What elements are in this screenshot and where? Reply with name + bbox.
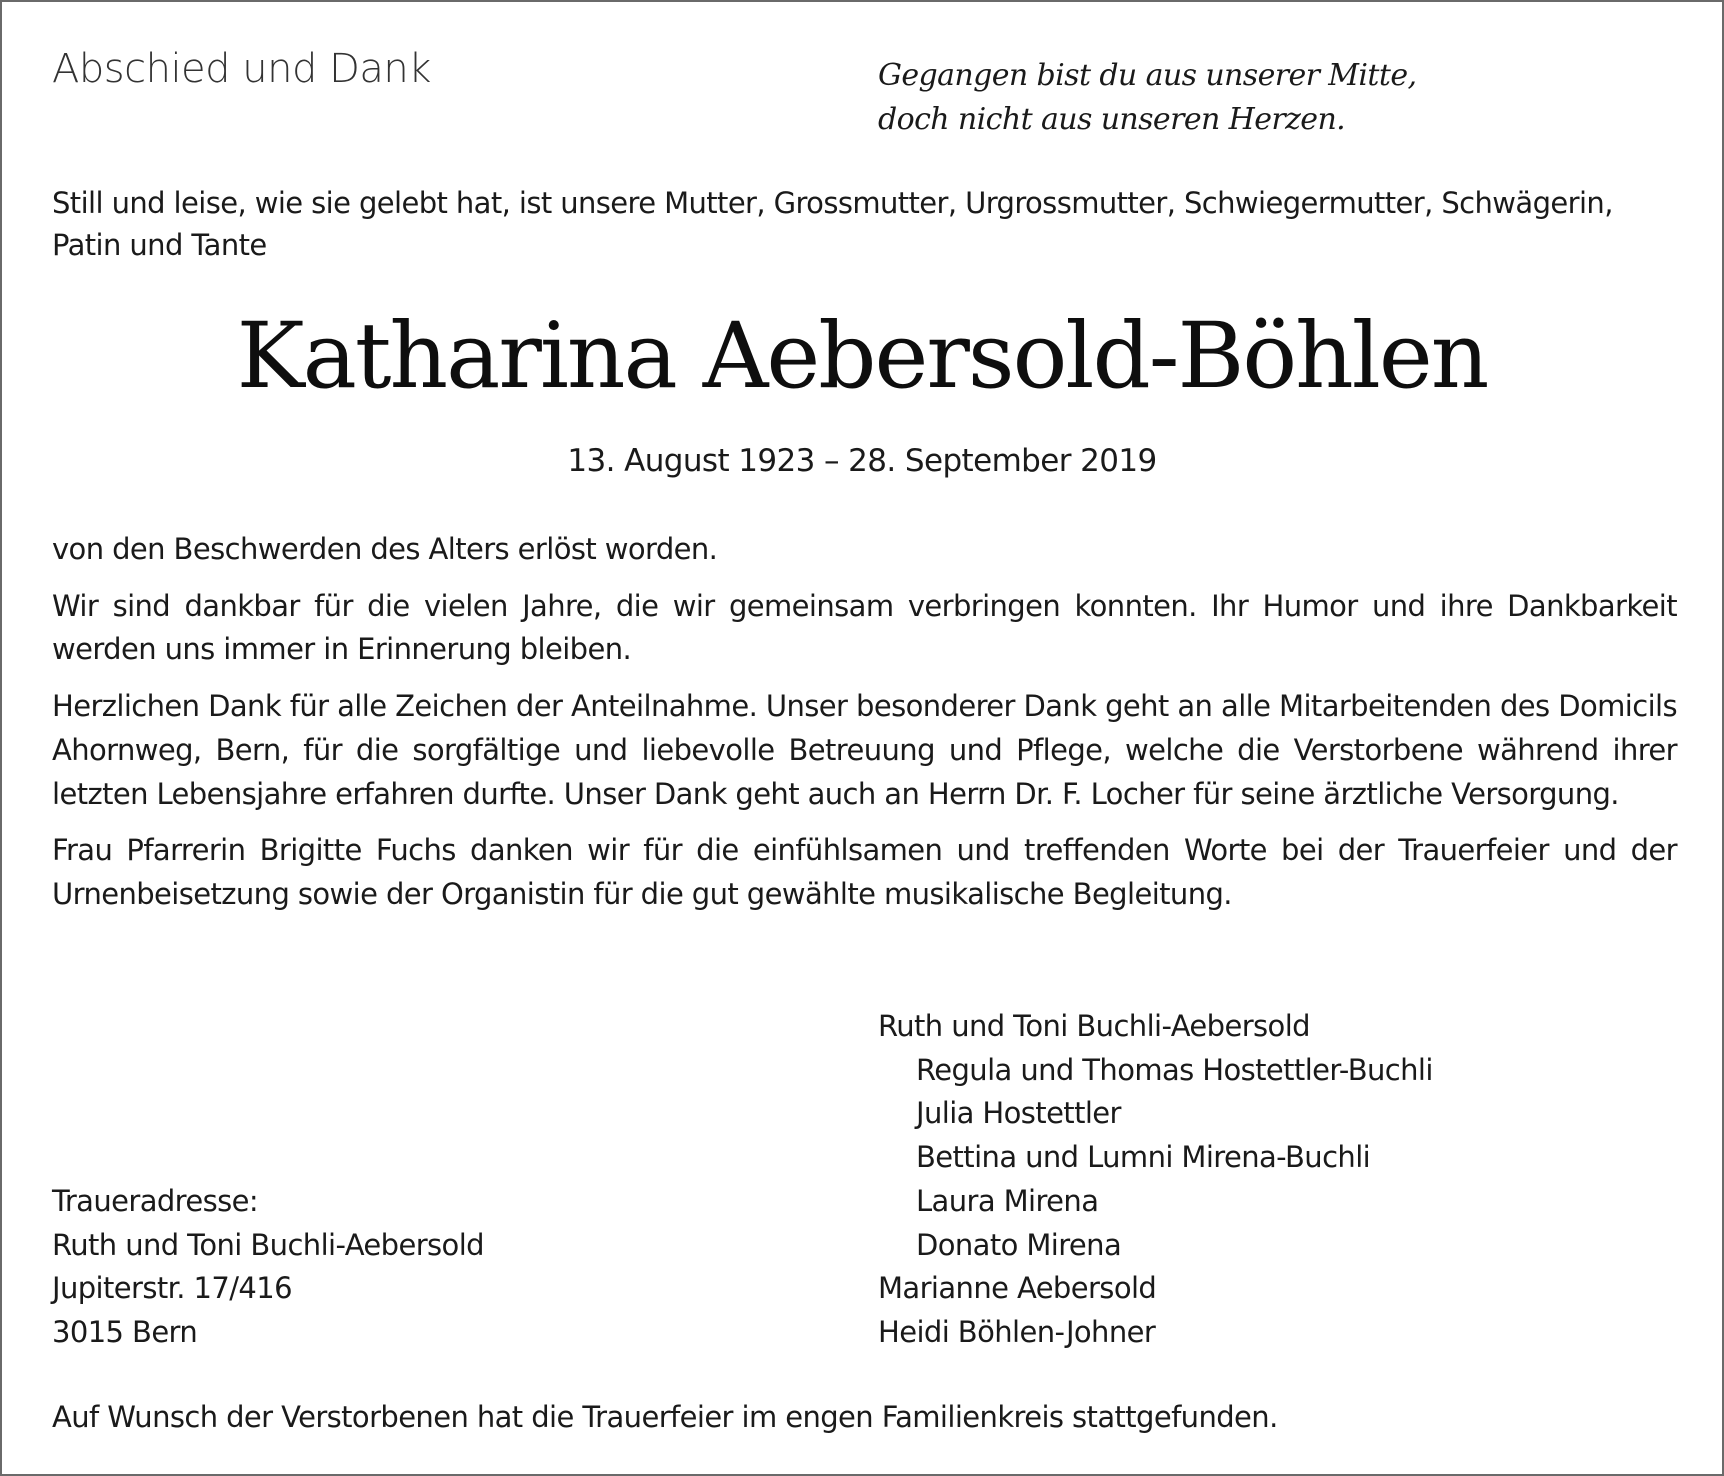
mourner-name: Bettina und Lumni Mirena-Buchli bbox=[916, 1140, 1371, 1175]
mourner-name: Julia Hostettler bbox=[916, 1096, 1121, 1131]
intro-text: Still und leise, wie sie gelebt hat, ist unsere Mutter, Grossmutter, Urgrossmutter, Schwiegermutter, Schwägerin, Patin und Tante bbox=[52, 186, 1613, 262]
mourner-name: Ruth und Toni Buchli-Aebersold bbox=[878, 1009, 1310, 1043]
body-text bbox=[52, 528, 1677, 930]
mourning-address bbox=[52, 1180, 484, 1355]
mourner-name: Marianne Aebersold bbox=[878, 1271, 1157, 1306]
mourner-name: Donato Mirena bbox=[916, 1227, 1122, 1262]
mourner-name: Heidi Böhlen-Johner bbox=[878, 1314, 1156, 1349]
mourner-name: Regula und Thomas Hostettler-Buchli bbox=[916, 1052, 1433, 1087]
notice-heading: Abschied und Dank bbox=[52, 46, 431, 92]
quote-line-2: doch nicht aus unseren Herzen. bbox=[878, 102, 1346, 137]
mourners-list bbox=[878, 1005, 1433, 1355]
deceased-name: Katharina Aebersold-Böhlen bbox=[236, 304, 1488, 409]
body-paragraph-2: Wir sind dankbar für die vielen Jahre, die wir gemeinsam verbringen konnten. Ihr Humor und ihre Dankbarkeit werden uns immer in Erinnerung bleiben. bbox=[52, 588, 1677, 667]
life-dates: 13. August 1923 – 28. September 2019 bbox=[567, 443, 1157, 479]
address-street: Jupiterstr. 17/416 bbox=[52, 1271, 292, 1306]
footer-note: Auf Wunsch der Verstorbenen hat die Trauerfeier im engen Familienkreis stattgefunden. bbox=[52, 1400, 1278, 1434]
quote-line-1: Gegangen bist du aus unserer Mitte, bbox=[878, 58, 1417, 93]
address-label: Traueradresse: bbox=[52, 1184, 259, 1218]
mourner-name: Laura Mirena bbox=[916, 1183, 1099, 1218]
body-paragraph-1: von den Beschwerden des Alters erlöst worden. bbox=[52, 532, 718, 566]
body-paragraph-3: Herzlichen Dank für alle Zeichen der Anteilnahme. Unser besonderer Dank geht an alle Mitarbeitenden des Domicils Ahornweg, Bern, für die sorgfältige und liebevolle Betreuung und Pflege, welche die Verstorbene während ihrer letzten Lebensjahre erfahren durfte. Unser Dank geht auch an Herrn Dr. F. Locher für seine ärztliche Versorgung. bbox=[52, 689, 1677, 811]
address-city: 3015 Bern bbox=[52, 1315, 198, 1350]
address-name: Ruth und Toni Buchli-Aebersold bbox=[52, 1227, 484, 1262]
body-paragraph-4: Frau Pfarrerin Brigitte Fuchs danken wir für die einfühlsamen und treffenden Worte bei der Trauerfeier und der Urnenbeisetzung sowie der Organistin für die gut gewählte musikalische Begleitung. bbox=[52, 833, 1677, 911]
memorial-quote bbox=[878, 54, 1416, 142]
